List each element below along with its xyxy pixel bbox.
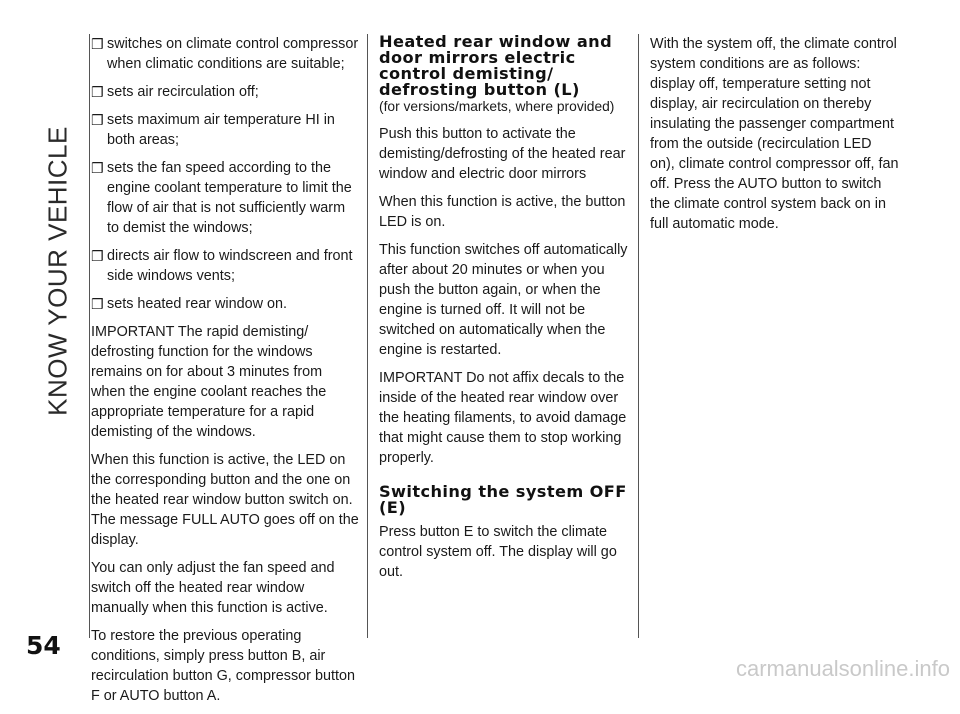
bullet-text: switches on climate control compressor when climatic conditions are suitable; [107, 36, 359, 72]
checkbox-bullet-icon: ❒ [91, 248, 104, 264]
bullet-text: directs air flow to windscreen and front side windows vents; [107, 248, 353, 284]
column-divider-right [638, 34, 639, 638]
important-note: IMPORTANT Do not affix decals to the inside of the heated rear window over the heating filaments, to avoid damage that might cause them to stop working properly. [379, 370, 627, 466]
bullet-text: sets air recirculation off; [107, 84, 259, 100]
checkbox-bullet-icon: ❒ [91, 112, 104, 128]
column-divider-middle [367, 34, 368, 638]
body-paragraph: You can only adjust the fan speed and switch off the heated rear window manually when this function is active. [91, 560, 335, 616]
section-subheading: (for versions/markets, where provided) [379, 99, 615, 114]
body-paragraph: To restore the previous operating conditions, simply press button B, air recirculation button G, compressor button F or AUTO button A. [91, 628, 355, 704]
watermark: carmanualsonline.info [735, 656, 950, 681]
checkbox-bullet-icon: ❒ [91, 160, 104, 176]
column-divider-left [89, 34, 90, 638]
bullet-text: sets the fan speed according to the engine coolant temperature to limit the flow of air that is not sufficiently warm to demist the windows; [107, 160, 352, 236]
body-paragraph: When this function is active, the LED on the corresponding button and the one on the heated rear window button switch on. The message FULL AUTO goes off on the display. [91, 452, 359, 548]
important-note: IMPORTANT The rapid demisting/ defrosting function for the windows remains on for about 3 minutes from when the engine coolant reaches the appropriate temperature for a rapid demisting of the windows. [91, 324, 327, 440]
section-heading-switching-off: Switching the system OFF (E) [379, 482, 627, 517]
bullet-text: sets maximum air temperature HI in both areas; [107, 112, 335, 148]
bullet-item [91, 110, 359, 150]
checkbox-bullet-icon: ❒ [91, 36, 104, 52]
bullet-item [91, 34, 359, 74]
body-paragraph: When this function is active, the button LED is on. [379, 194, 626, 230]
body-paragraph: Push this button to activate the demisting/defrosting of the heated rear window and electric door mirrors [379, 126, 626, 182]
body-paragraph: Press button E to switch the climate control system off. The display will go out. [379, 524, 617, 580]
checkbox-bullet-icon: ❒ [91, 84, 104, 100]
bullet-item [91, 294, 359, 314]
body-paragraph: This function switches off automatically after about 20 minutes or when you push the button again, or when the engine is turned off. It will not be switched on automatically when the engine is restarted. [379, 242, 628, 358]
bullet-item [91, 82, 359, 102]
section-heading-heated-rear-window: Heated rear window and door mirrors electric control demisting/ defrosting button (L) [379, 32, 613, 99]
bullet-item [91, 246, 359, 286]
bullet-text: sets heated rear window on. [107, 296, 287, 312]
page-number: 54 [26, 631, 61, 660]
text-column-3 [650, 34, 900, 242]
text-column-1 [91, 34, 359, 714]
body-paragraph: With the system off, the climate control system conditions are as follows: display off, temperature setting not display, air recirculation on thereby insulating the passenger compartment from the outside (recirculation LED on), climate control compressor off, fan off. Press the AUTO button to switch the climate control system back on in full automatic mode. [650, 36, 899, 232]
text-column-2 [379, 34, 631, 590]
section-side-tab: KNOW YOUR VEHICLE [42, 126, 73, 416]
checkbox-bullet-icon: ❒ [91, 296, 104, 312]
bullet-item [91, 158, 359, 238]
